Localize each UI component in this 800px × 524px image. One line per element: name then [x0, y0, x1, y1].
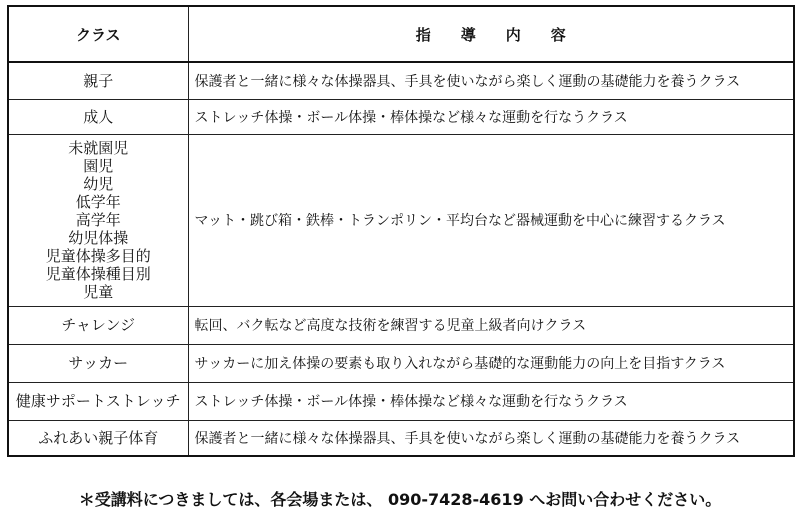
class-name: サッカー	[68, 354, 129, 372]
class-name-cell	[8, 420, 188, 456]
table-header-row	[8, 6, 794, 62]
class-name: 幼児	[83, 175, 114, 193]
class-name-cell	[8, 99, 188, 134]
class-table	[7, 5, 795, 457]
class-name-cell	[8, 344, 188, 382]
table-row	[8, 382, 794, 420]
class-name-cell	[8, 382, 188, 420]
class-name: 低学年	[75, 193, 121, 211]
class-description: 保護者と一緒に様々な体操器具、手具を使いながら楽しく運動の基礎能力を養うクラス	[188, 62, 794, 99]
class-name-cell	[8, 134, 188, 306]
class-description: 転回、バク転など高度な技術を練習する児童上級者向けクラス	[188, 306, 794, 344]
class-name: ふれあい親子体育	[38, 428, 159, 447]
table-row	[8, 99, 794, 134]
table-row	[8, 62, 794, 99]
class-name: 幼児体操	[68, 229, 129, 247]
class-name: 児童	[83, 283, 114, 301]
class-name: 児童体操種目別	[45, 265, 151, 283]
table-row	[8, 306, 794, 344]
class-description: 保護者と一緒に様々な体操器具、手具を使いながら楽しく運動の基礎能力を養うクラス	[188, 420, 794, 456]
class-description: マット・跳び箱・鉄棒・トランポリン・平均台など器械運動を中心に練習するクラス	[188, 134, 794, 306]
footnote: ＊受講料につきましては、各会場または、 090-7428-4619 へお問い合わせください。	[78, 490, 722, 509]
class-name: 健康サポートストレッチ	[15, 392, 181, 410]
class-description: ストレッチ体操・ボール体操・棒体操など様々な運動を行なうクラス	[188, 99, 794, 134]
class-name-cell	[8, 306, 188, 344]
class-description: サッカーに加え体操の要素も取り入れながら基礎的な運動能力の向上を目指すクラス	[188, 344, 794, 382]
class-name: 親子	[83, 71, 114, 90]
class-name: 高学年	[75, 211, 121, 229]
table-row	[8, 134, 794, 306]
class-name: 未就園児	[68, 139, 129, 157]
class-description: ストレッチ体操・ボール体操・棒体操など様々な運動を行なうクラス	[188, 382, 794, 420]
class-name: 園児	[83, 157, 114, 175]
class-name: チャレンジ	[61, 316, 136, 334]
table-row	[8, 344, 794, 382]
class-name-cell	[8, 62, 188, 99]
header-content: 指導内容	[188, 6, 794, 62]
class-name: 成人	[83, 107, 114, 126]
table-row	[8, 420, 794, 456]
header-class: クラス	[8, 6, 188, 62]
class-name: 児童体操多目的	[45, 247, 151, 265]
